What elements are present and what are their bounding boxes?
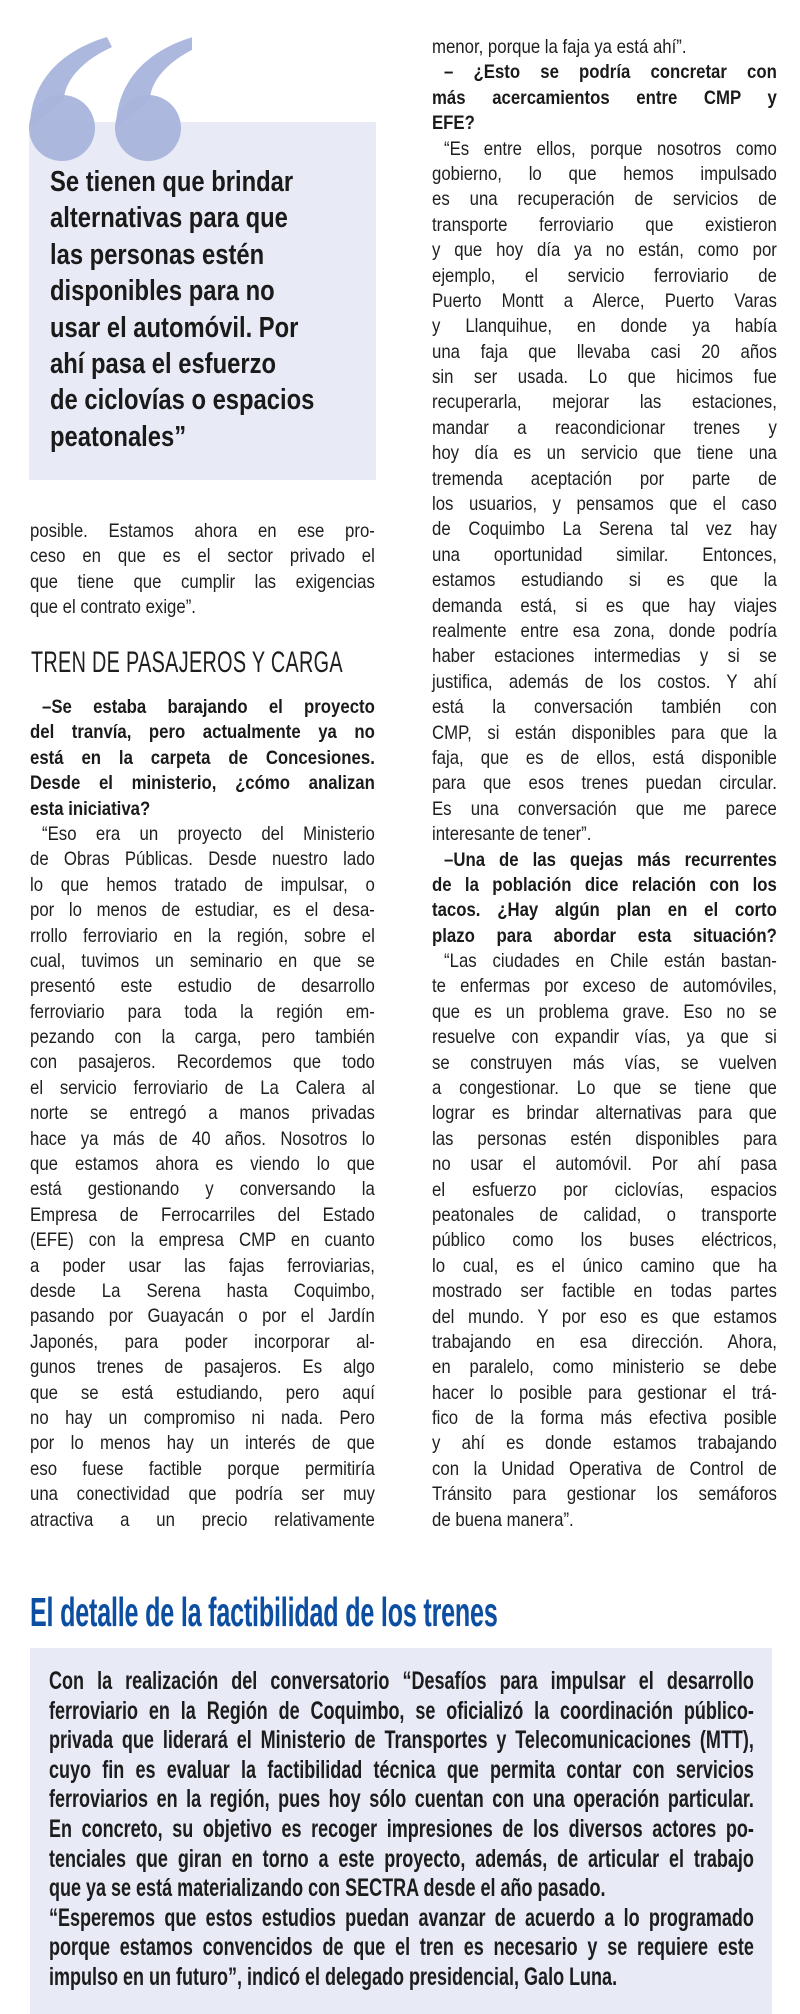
interview-answer xyxy=(432,137,777,848)
interview-answer xyxy=(30,822,375,1533)
text-line: hoy día es un servicio que tiene una xyxy=(432,442,777,465)
text-line: por lo menos de estudiar, es el desa- xyxy=(30,899,375,922)
text-line: sin ser usada. Lo que hicimos fue xyxy=(432,366,777,389)
right-interview-block xyxy=(432,35,777,1533)
text-line: interesante de tener”. xyxy=(432,823,592,846)
text-line: Empresa de Ferrocarriles del Estado xyxy=(30,1203,375,1226)
feature-heading: El detalle de la factibilidad de los trenes xyxy=(30,1589,498,1635)
text-line: peatonales” xyxy=(50,420,187,453)
section-heading: TREN DE PASAJEROS Y CARGA xyxy=(31,646,343,679)
text-line: lo cual, es el único camino que ha xyxy=(432,1254,777,1277)
text-line: más acercamientos entre CMP y xyxy=(432,86,777,109)
text-line: del tranvía, pero actualmente ya no xyxy=(30,721,375,744)
text-line: usar el automóvil. Por xyxy=(50,311,299,344)
interview-answer xyxy=(432,949,777,1533)
text-line: está en la carpeta de Concesiones. xyxy=(30,746,375,769)
text-line: estamos estudiando si es que la xyxy=(432,569,777,592)
text-line: en paralelo, como ministerio se debe xyxy=(432,1356,777,1379)
text-line: “Es entre ellos, porque nosotros como xyxy=(444,137,777,160)
text-line: EFE? xyxy=(432,112,475,135)
text-line: “Esperemos que estos estudios puedan avanzar de acuerdo a lo programado xyxy=(49,1903,754,1932)
text-line: fico de la forma más efectiva posible xyxy=(432,1407,777,1430)
text-line: de Coquimbo La Serena tal vez hay xyxy=(432,518,777,541)
text-line: Puerto Montt a Alerce, Puerto Varas xyxy=(432,289,777,312)
text-line: gunos trenes de pasajeros. Es algo xyxy=(30,1356,375,1379)
text-line: porque estamos convencidos de que el tren es necesario y se requiere este xyxy=(49,1933,754,1962)
text-line: Se tienen que brindar xyxy=(50,166,294,198)
text-line: que el contrato exige”. xyxy=(30,596,196,619)
text-line: con pasajeros. Recordemos que todo xyxy=(30,1051,375,1074)
text-line: ceso en que es el sector privado el xyxy=(30,545,375,568)
text-line: del mundo. Y por eso es que estamos xyxy=(432,1305,777,1328)
text-line: faja, que es de ellos, está disponible xyxy=(432,746,777,769)
left-continuation-paragraph xyxy=(30,519,375,621)
text-line: el esfuerzo por ciclovías, espacios xyxy=(432,1178,777,1201)
interview-question xyxy=(432,848,777,950)
text-line: tacos. ¿Hay algún plan en el corto xyxy=(432,899,777,922)
text-line: Es una conversación que me parece xyxy=(432,797,777,820)
text-line: una faja que llevaba casi 20 años xyxy=(432,340,777,363)
text-line: En concreto, su objetivo es recoger impresiones de los diversos actores po- xyxy=(49,1814,754,1843)
text-line: tenciales que giran en torno a este proyecto, además, de articular el trabajo xyxy=(49,1844,754,1873)
text-line: demanda está, si es que hay viajes xyxy=(432,594,777,617)
text-line: público como los buses eléctricos, xyxy=(432,1229,777,1252)
text-line: –Se estaba barajando el proyecto xyxy=(42,696,375,718)
text-line: lo que hemos tratado de impulsar, o xyxy=(30,873,375,896)
text-line: recuperarla, mejorar las estaciones, xyxy=(432,391,777,414)
text-line: ahí pasa el esfuerzo xyxy=(50,348,277,381)
text-line: justifica, además de los costos. Y ahí xyxy=(432,670,777,693)
text-line: que es un problema grave. Eso no se xyxy=(432,1000,777,1023)
text-line: y Llanquihue, en donde ya había xyxy=(432,315,777,338)
text-line: una conectividad que podría ser muy xyxy=(30,1483,375,1506)
text-line: realmente entre esa zona, donde podría xyxy=(432,619,777,642)
quotation-marks-icon xyxy=(22,30,192,165)
text-line: gobierno, lo que hemos impulsado xyxy=(432,162,777,185)
text-line: hacer lo posible para gestionar el trá- xyxy=(432,1381,777,1404)
text-line: alternativas para que xyxy=(50,202,288,235)
text-line: que estamos ahora es viendo lo que xyxy=(30,1153,375,1176)
interview-question xyxy=(30,695,375,822)
text-line: está gestionando y conversando la xyxy=(30,1178,375,1201)
text-line: de la población dice relación con los xyxy=(432,873,777,896)
text-line: impulso en un futuro”, indicó el delegado presidencial, Galo Luna. xyxy=(49,1962,618,1991)
text-line: desde La Serena hasta Coquimbo, xyxy=(30,1279,375,1302)
text-line: esta iniciativa? xyxy=(30,797,151,820)
text-line: y ahí es donde estamos trabajando xyxy=(432,1432,777,1455)
text-line: está la conversación también con xyxy=(432,696,777,719)
text-line: no usar el automóvil. Por ahí pasa xyxy=(432,1153,777,1176)
text-line: que se está estudiando, pero aquí xyxy=(30,1381,375,1404)
text-line: las personas estén disponibles para xyxy=(432,1127,777,1150)
text-line: ferroviario en la Región de Coquimbo, se oficializó la coordinación público- xyxy=(49,1696,754,1725)
text-line: con la Unidad Operativa de Control de xyxy=(432,1457,777,1480)
text-line: mostrado ser factible en todas partes xyxy=(432,1280,777,1303)
text-line: los usuarios, y pensamos que el caso xyxy=(432,493,777,516)
text-line: “Las ciudades en Chile están bastan- xyxy=(444,950,777,973)
pull-quote-text xyxy=(50,164,362,455)
text-line: presentó este estudio de desarrollo xyxy=(30,975,375,998)
text-line: lograr es brindar alternativas para que xyxy=(432,1102,777,1125)
text-line: cual, tuvimos un seminario en que se xyxy=(30,949,375,972)
text-line: por lo menos hay un interés de que xyxy=(30,1432,375,1455)
text-line: Japonés, para poder incorporar al- xyxy=(30,1330,375,1353)
text-line: te enfermas por exceso de automóviles, xyxy=(432,975,777,998)
feature-paragraph xyxy=(49,1904,754,1993)
left-interview-block xyxy=(30,695,375,1533)
text-line: se construyen más vías, se vuelven xyxy=(432,1051,777,1074)
text-line: y que hoy día ya no están, como por xyxy=(432,239,777,262)
text-line: pezando con la carga, pero también xyxy=(30,1026,375,1049)
text-line: Con la realización del conversatorio “Desafíos para impulsar el desarrollo xyxy=(49,1667,754,1695)
text-line: disponibles para no xyxy=(50,275,275,308)
text-line: Desde el ministerio, ¿cómo analizan xyxy=(30,772,375,795)
text-line: no hay un compromiso ni nada. Pero xyxy=(30,1406,375,1429)
text-line: ejemplo, el servicio ferroviario de xyxy=(432,264,777,287)
text-line: de buena manera”. xyxy=(432,1508,574,1531)
text-line: el servicio ferroviario de La Calera al xyxy=(30,1076,375,1099)
text-line: transporte ferroviario que existieron xyxy=(432,213,777,236)
interview-question xyxy=(432,60,777,136)
text-line: plazo para abordar esta situación? xyxy=(432,924,777,947)
text-line: posible. Estamos ahora en ese pro- xyxy=(30,520,375,542)
text-line: a poder usar las fajas ferroviarias, xyxy=(30,1254,375,1277)
text-line: ferroviario para toda la región em- xyxy=(30,1000,375,1023)
text-line: CMP, si están disponibles para que la xyxy=(432,721,777,744)
text-line: menor, porque la faja ya está ahí”. xyxy=(432,36,687,58)
text-line: –Una de las quejas más recurrentes xyxy=(444,848,777,871)
text-line: atractiva a un precio relativamente xyxy=(30,1508,375,1531)
right-continuation-paragraph xyxy=(432,35,777,60)
text-line: norte se entregó a manos privadas xyxy=(30,1102,375,1125)
text-line: a congestionar. Lo que se tiene que xyxy=(432,1077,777,1100)
text-line: de ciclovías o espacios xyxy=(50,384,315,417)
text-line: haber estaciones intermedias y si se xyxy=(432,645,777,668)
text-line: trabajando en esa dirección. Ahora, xyxy=(432,1330,777,1353)
text-line: (EFE) con la empresa CMP en cuanto xyxy=(30,1229,375,1252)
text-line: una oportunidad similar. Entonces, xyxy=(432,543,777,566)
feature-text xyxy=(49,1667,754,1993)
text-line: eso fuese factible porque permitiría xyxy=(30,1457,375,1480)
text-line: “Eso era un proyecto del Ministerio xyxy=(42,822,375,845)
text-line: para que esos trenes puedan circular. xyxy=(432,772,777,795)
text-line: que ya se está materializando con SECTRA desde el año pasado. xyxy=(49,1874,606,1903)
text-line: peatonales de calidad, o transporte xyxy=(432,1203,777,1226)
text-line: privada que liderará el Ministerio de Transportes y Telecomunicaciones (MTT), xyxy=(49,1726,754,1755)
text-line: las personas estén xyxy=(50,238,265,271)
text-line: pasando por Guayacán o por el Jardín xyxy=(30,1305,375,1328)
text-line: ferroviarios en la región, pues hoy sólo cuentan con una operación particular. xyxy=(49,1785,754,1814)
text-line: que tiene que cumplir las exigencias xyxy=(30,570,375,593)
text-line: rrollo ferroviario en la región, sobre el xyxy=(30,924,375,947)
text-line: mandar a reacondicionar trenes y xyxy=(432,416,777,439)
text-line: es una recuperación de servicios de xyxy=(432,188,777,211)
text-line: tremenda aceptación por parte de xyxy=(432,467,777,490)
text-line: de Obras Públicas. Desde nuestro lado xyxy=(30,848,375,871)
text-line: resuelve con expandir vías, ya que si xyxy=(432,1026,777,1049)
text-line: cuyo fin es evaluar la factibilidad técnica que permita contar con servicios xyxy=(49,1755,754,1784)
text-line: Tránsito para gestionar los semáforos xyxy=(432,1483,777,1506)
text-line: – ¿Esto se podría concretar con xyxy=(444,61,777,84)
text-line: hace ya más de 40 años. Nosotros lo xyxy=(30,1127,375,1150)
feature-paragraph xyxy=(49,1667,754,1904)
